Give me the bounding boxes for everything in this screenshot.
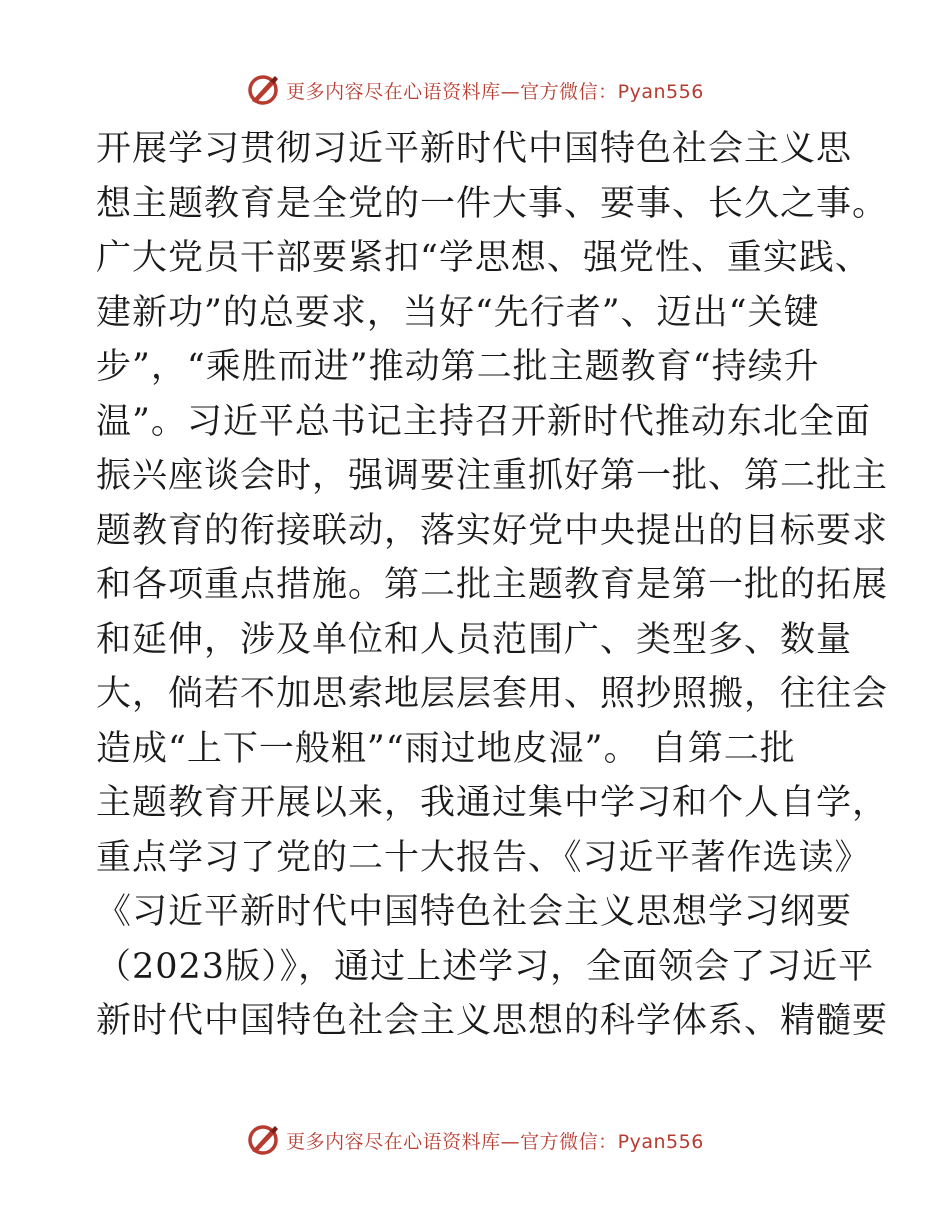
body-line: 造成“上下一般粗”“雨过地皮湿”。 自第二批 bbox=[96, 728, 796, 769]
footer-banner bbox=[0, 1120, 950, 1160]
body-line: 和延伸，涉及单位和人员范围广、类型多、数量 bbox=[96, 619, 853, 660]
pen-circle-logo-icon bbox=[246, 73, 280, 107]
body-line: 建新功”的总要求，当好“先行者”、迈出“关键 bbox=[96, 292, 820, 333]
document-body bbox=[96, 122, 889, 1049]
body-line: 重点学习了党的二十大报告、《习近平著作选读》 bbox=[96, 837, 871, 878]
body-line: （2023版）》，通过上述学习，全面领会了习近平 bbox=[96, 946, 875, 987]
body-line: 新时代中国特色社会主义思想的科学体系、精髓要 bbox=[96, 1001, 889, 1041]
body-line: 振兴座谈会时，强调要注重抓好第一批、第二批主 bbox=[96, 456, 889, 496]
body-line: 温”。习近平总书记主持召开新时代推动东北全面 bbox=[96, 401, 871, 442]
header-banner-text: 更多内容尽在心语资料库—官方微信：Pyan556 bbox=[286, 80, 704, 103]
footer-banner-text: 更多内容尽在心语资料库—官方微信：Pyan556 bbox=[286, 1130, 704, 1153]
body-line: 主题教育开展以来，我通过集中学习和个人自学， bbox=[96, 783, 889, 823]
body-line: 和各项重点措施。第二批主题教育是第一批的拓展 bbox=[96, 565, 889, 605]
body-line: 题教育的衔接联动，落实好党中央提出的目标要求 bbox=[96, 510, 889, 551]
header-banner bbox=[0, 70, 950, 110]
body-line: 《习近平新时代中国特色社会主义思想学习纲要 bbox=[96, 892, 853, 932]
pen-circle-logo-icon bbox=[246, 1123, 280, 1157]
body-line: 大，倘若不加思索地层层套用、照抄照搬，往往会 bbox=[96, 674, 889, 714]
body-line: 想主题教育是全党的一件大事、要事、长久之事。 bbox=[96, 183, 889, 224]
body-line: 步”，“乘胜而进”推动第二批主题教育“持续升 bbox=[96, 347, 820, 387]
body-line: 开展学习贯彻习近平新时代中国特色社会主义思 bbox=[96, 129, 853, 169]
body-line: 广大党员干部要紧扣“学思想、强党性、重实践、 bbox=[96, 238, 871, 278]
